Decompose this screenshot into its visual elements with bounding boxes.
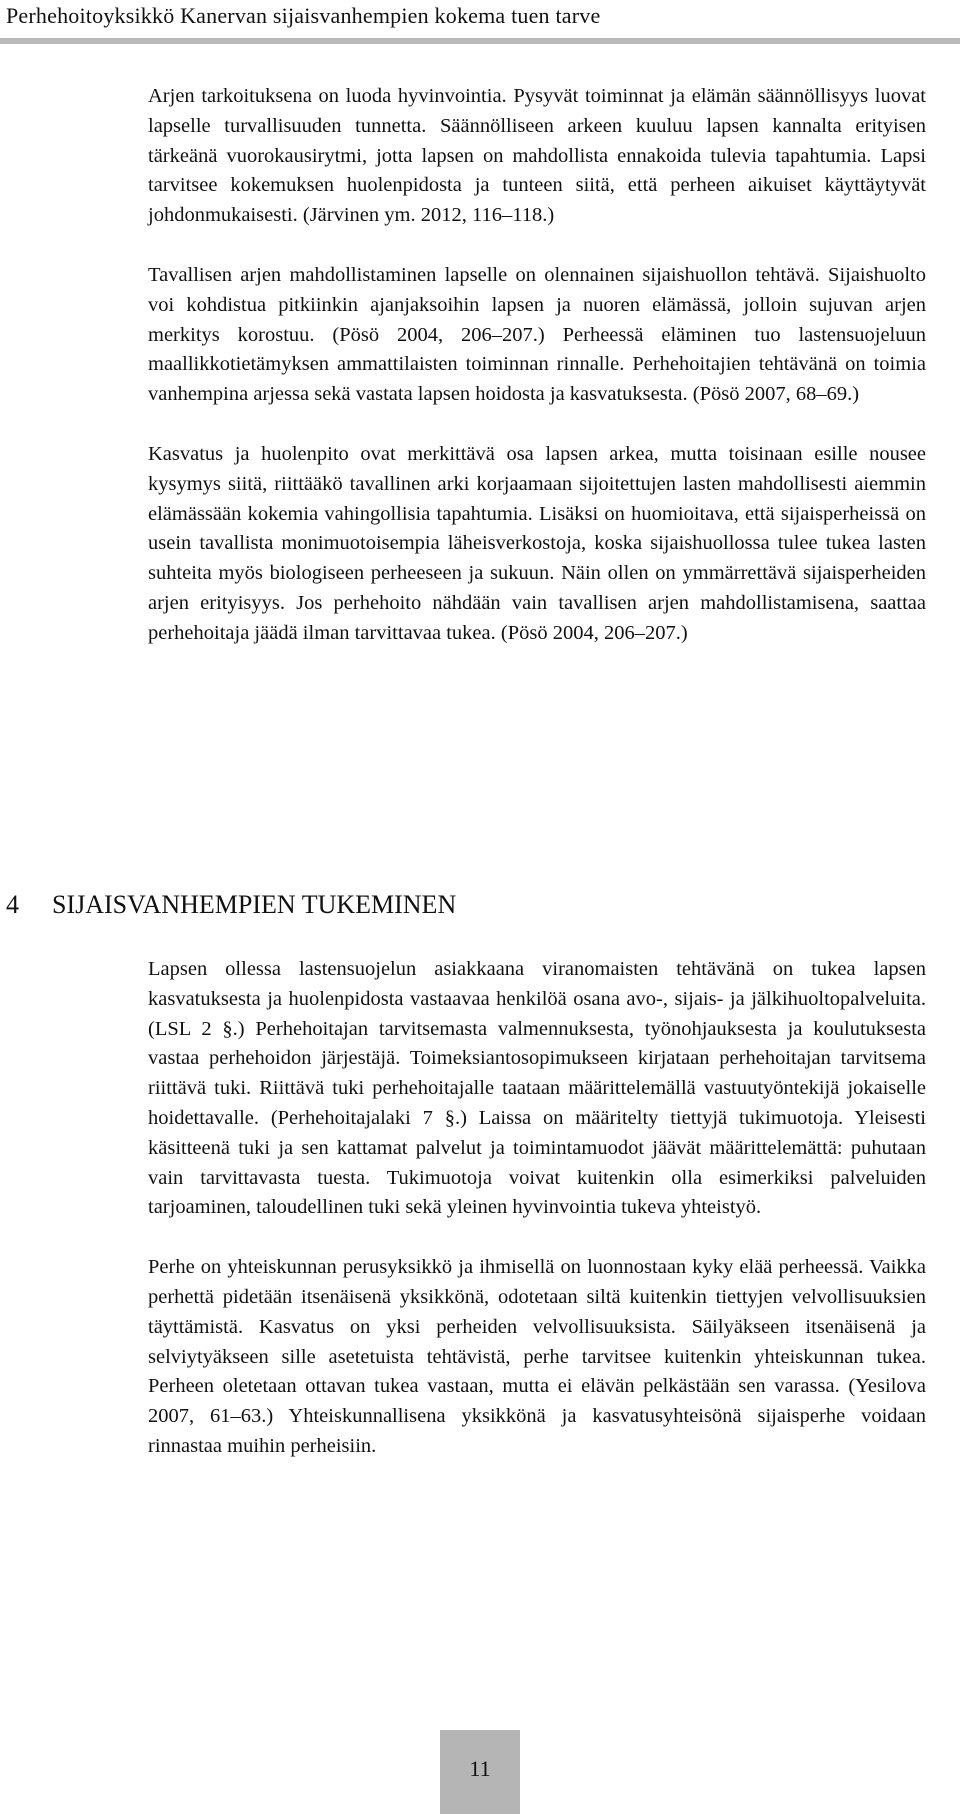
running-header [0, 0, 960, 44]
running-header-title: Perhehoitoyksikkö Kanervan sijaisvanhempien kokema tuen tarve [6, 3, 601, 28]
chapter-title: SIJAISVANHEMPIEN TUKEMINEN [52, 890, 457, 919]
chapter-heading [6, 888, 456, 922]
paragraph-arjen-tarkoitus: Arjen tarkoituksena on luoda hyvinvointia. Pysyvät toiminnat ja elämän säännöllisyys luovat lapselle turvallisuuden tunnetta. Säännölliseen arkeen kuuluu lapsen kannalta erityisen tärkeänä vuorokausirytmi, jotta lapsen on mahdollista ennakoida tulevia tapahtumia. Lapsi tarvitsee kokemuksen huolenpidosta ja tunteen siitä, että perheen aikuiset käyttäytyvät johdonmukaisesti. (Järvinen ym. 2012, 116–118.) [148, 85, 926, 227]
page-number: 11 [469, 1756, 491, 1781]
paragraph-tavallinen-arki: Tavallisen arjen mahdollistaminen lapselle on olennainen sijaishuollon tehtävä. Sijaishuolto voi kohdistua pitkiinkin ajanjaksoihin lapsen ja nuoren elämässä, jolloin sujuvan arjen merkitys korostuu. (Pösö 2004, 206–207.) Perheessä eläminen tuo lastensuojeluun maallikkotietämyksen ammattilaisten toiminnan rinnalle. Perhehoitajien tehtävänä on toimia vanhempina arjessa sekä vastata lapsen hoidosta ja kasvatuksesta. (Pösö 2007, 68–69.) [148, 263, 926, 406]
paragraph-kasvatus-huolenpito: Kasvatus ja huolenpito ovat merkittävä osa lapsen arkea, mutta toisinaan esille nousee kysymys siitä, riittääkö tavallinen arki korjaamaan sijoitettujen lasten mahdollisesti aiemmin elämässään kokemia vahingollisia tapahtumia. Lisäksi on huomioitava, että sijaisperheissä on usein tavallista monimuotoisempia läheisverkostoja, koska sijaishuollossa tulee tukea lasten suhteita myös biologiseen perheeseen ja sukuun. Näin ollen on ymmärrettävä sijaisperheiden arjen erityisyys. Jos perhehoito nähdään vain tavallisen arjen mahdollistamisena, saattaa perhehoitaja jäädä ilman tarvittavaa tukea. (Pösö 2004, 206–207.) [148, 442, 926, 644]
page-number-box [440, 1730, 520, 1814]
paragraph-lapsen-ollessa: Lapsen ollessa lastensuojelun asiakkaana viranomaisten tehtävänä on tukea lapsen kasvatuksesta ja huolenpidosta vastaavaa henkilöä osana avo-, sijais- ja jälkihuoltopalveluita. (LSL 2 §.) Perhehoitajan tarvitsemasta valmennuksesta, työnohjauksesta ja koulutuksesta vastaa perhehoidon järjestäjä. Toimeksiantosopimukseen kirjataan perhehoitajan tarvitsema riittävä tuki. Riittävä tuki perhehoitajalle taataan määrittelemällä vastuutyöntekijä jokaiselle hoidettavalle. (Perhehoitajalaki 7 §.) Laissa on määritelty tiettyjä tukimuotoja. Yleisesti käsitteenä tuki ja sen kattamat palvelut ja toimintamuodot jäävät määrittelemättä: puhutaan vain tarvittavasta tuesta. Tukimuotoja voivat kuitenkin olla esimerkiksi palveluiden tarjoaminen, taloudellinen tuki sekä yleinen hyvinvointia tukeva yhteistyö. [148, 958, 926, 1219]
section-body-after [148, 955, 926, 1462]
header-divider [0, 38, 960, 44]
paragraph-perhe-perusyksikko: Perhe on yhteiskunnan perusyksikkö ja ihmisellä on luonnostaan kyky elää perheessä. Vaikka perhettä pidetään itsenäisenä yksikkönä, odotetaan siltä kuitenkin tiettyjen velvollisuuksien täyttämistä. Kasvatus on yksi perheiden velvollisuuksista. Säilyäkseen itsenäisenä ja selviytyäkseen sille asetetuista tehtävistä, perhe tarvitsee kuitenkin yhteiskunnan tukea. Perheen oletetaan ottavan tukea vastaan, mutta ei elävän pelkästään sen varassa. (Yesilova 2007, 61–63.) Yhteiskunnallisena yksikkönä ja kasvatusyhteisönä sijaisperhe voidaan rinnastaa muihin perheisiin. [148, 1256, 926, 1457]
section-body-before [148, 82, 926, 649]
chapter-number: 4 [6, 890, 19, 919]
